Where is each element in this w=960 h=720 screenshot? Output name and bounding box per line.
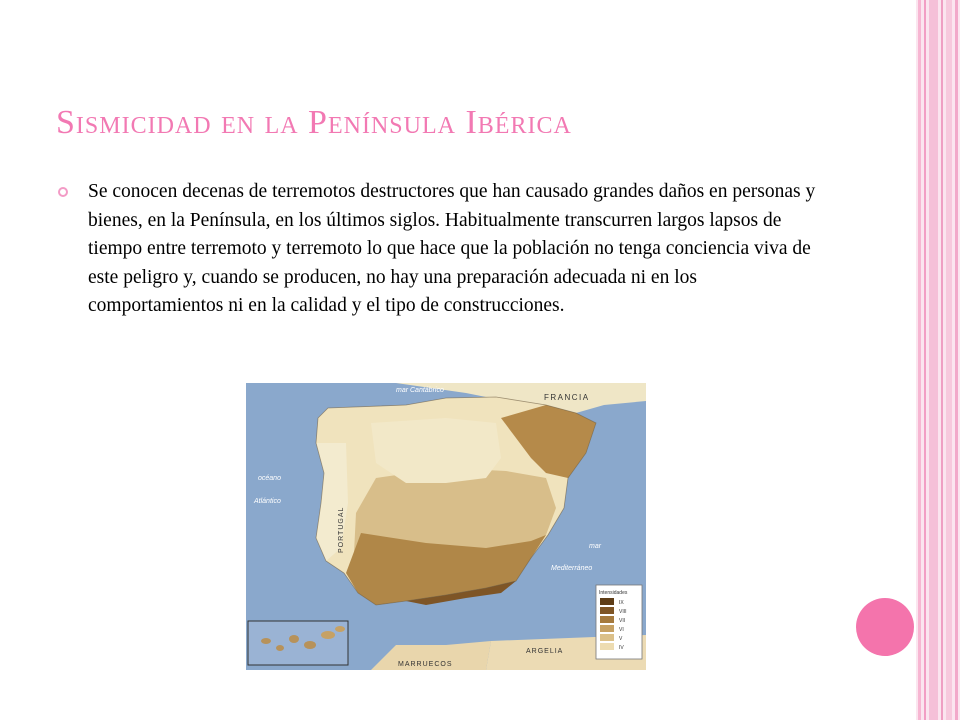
seismic-map-svg (246, 383, 646, 670)
right-stripe-decoration (916, 0, 960, 720)
legend-swatch (600, 607, 614, 614)
pink-circle-decoration (856, 598, 914, 656)
stripe-line (929, 0, 938, 720)
algeria-label: ARGELIA (526, 648, 564, 655)
legend-swatch (600, 625, 614, 632)
bullet-item (56, 178, 816, 321)
morocco-label: MARRUECOS (398, 661, 453, 668)
stripe-line (955, 0, 958, 720)
legend-title: Intensidades (599, 590, 628, 596)
bullet-list (56, 178, 816, 321)
canary-island (335, 626, 345, 632)
legend-label: VI (619, 627, 624, 633)
stripe-line (946, 0, 952, 720)
legend-label: IV (619, 645, 624, 651)
canary-island (276, 645, 284, 651)
legend-swatch (600, 616, 614, 623)
legend-label: VII (619, 618, 626, 624)
legend-label: V (619, 636, 623, 642)
france-label: FRANCIA (544, 393, 590, 402)
stripe-line (918, 0, 921, 720)
canary-island (289, 635, 299, 643)
ocean-label: océano (258, 475, 281, 482)
bullet-ring-icon (58, 187, 68, 197)
legend-swatch (600, 643, 614, 650)
canary-island (304, 641, 316, 649)
slide-title: Sismicidad en la Península Ibérica (56, 104, 572, 141)
legend-label: VIII (619, 609, 627, 615)
legend-label: IX (619, 600, 624, 606)
legend-swatch (600, 634, 614, 641)
legend-swatch (600, 598, 614, 605)
stripe-line (924, 0, 926, 720)
canary-island (321, 631, 335, 639)
canary-island (261, 638, 271, 644)
intensity-legend (596, 585, 642, 659)
mediterranean-label: Mediterráneo (551, 565, 593, 572)
bullet-text: Se conocen decenas de terremotos destructores que han causado grandes daños en personas y bienes, en la Península, en los últimos siglos. Habitualmente transcurren largos lapsos de tiempo entre terremoto y terremoto lo que hace que la población no tenga conciencia viva de este peligro y, cuando se producen, no hay una preparación adecuada ni en los comportamientos ni en la calidad y el tipo de construcciones. (88, 181, 816, 316)
portugal-label: PORTUGAL (338, 506, 345, 553)
sea-north-label: mar Cantábrico (396, 387, 444, 394)
seismic-intensity-map (246, 383, 646, 670)
stripe-line (941, 0, 943, 720)
sea-east-label: mar (589, 543, 602, 550)
atlantic-label: Atlántico (254, 498, 281, 505)
